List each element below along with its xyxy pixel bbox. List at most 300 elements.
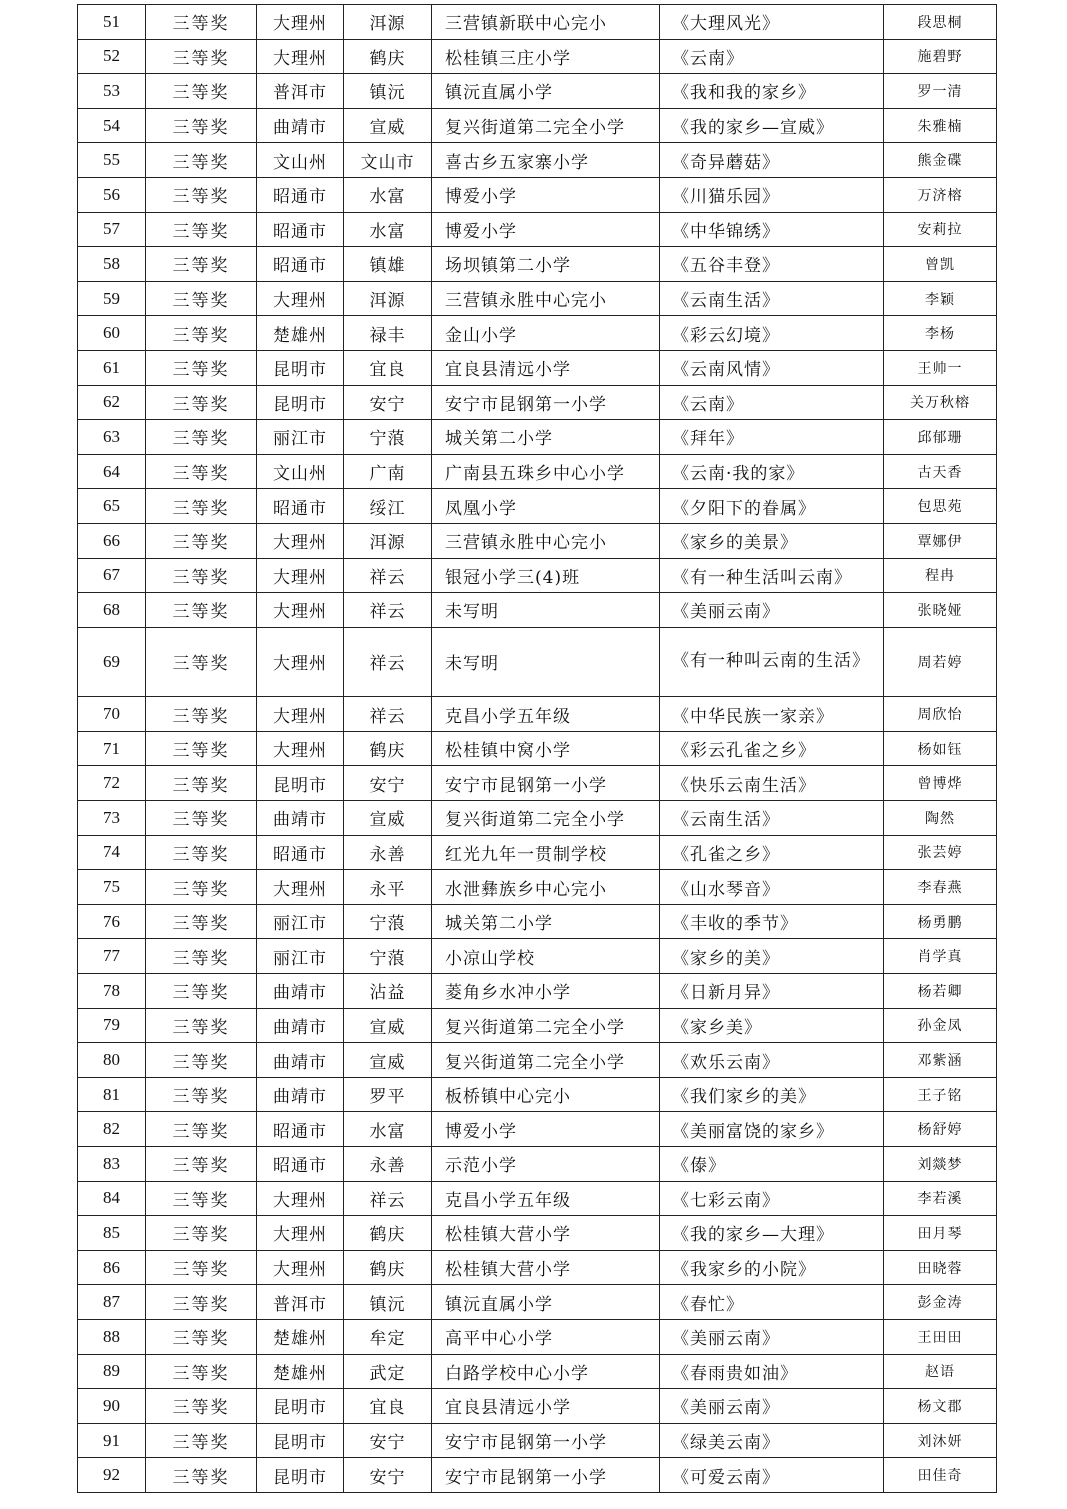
work-title-cell: 《我家乡的小院》 — [660, 1250, 884, 1285]
city-prefecture-cell: 昭通市 — [257, 489, 344, 524]
student-name-cell: 关万秋榕 — [884, 385, 997, 420]
award-level-cell: 三等奖 — [146, 1354, 257, 1389]
county-cell: 宁蒗 — [344, 420, 432, 455]
award-level-cell: 三等奖 — [146, 1319, 257, 1354]
entry-number-cell: 57 — [78, 212, 146, 247]
student-name-cell: 王田田 — [884, 1319, 997, 1354]
city-prefecture-cell: 昭通市 — [257, 212, 344, 247]
work-title-cell: 《彩云幻境》 — [660, 316, 884, 351]
student-name-cell: 李杨 — [884, 316, 997, 351]
work-title-cell: 《欢乐云南》 — [660, 1043, 884, 1078]
school-name-cell: 未写明 — [432, 627, 660, 697]
table-row — [78, 870, 997, 905]
award-level-cell: 三等奖 — [146, 316, 257, 351]
county-cell: 镇沅 — [344, 1285, 432, 1320]
school-name-cell: 金山小学 — [432, 316, 660, 351]
work-title-cell: 《日新月异》 — [660, 974, 884, 1009]
city-prefecture-cell: 昆明市 — [257, 1458, 344, 1493]
table-row — [78, 766, 997, 801]
school-name-cell: 博爱小学 — [432, 177, 660, 212]
entry-number-cell: 79 — [78, 1008, 146, 1043]
city-prefecture-cell: 普洱市 — [257, 74, 344, 109]
award-level-cell: 三等奖 — [146, 177, 257, 212]
school-name-cell: 高平中心小学 — [432, 1319, 660, 1354]
entry-number-cell: 92 — [78, 1458, 146, 1493]
city-prefecture-cell: 大理州 — [257, 281, 344, 316]
award-level-cell: 三等奖 — [146, 39, 257, 74]
table-row — [78, 1077, 997, 1112]
work-title-cell: 《大理风光》 — [660, 5, 884, 40]
county-cell: 永善 — [344, 835, 432, 870]
table-row — [78, 1043, 997, 1078]
city-prefecture-cell: 楚雄州 — [257, 316, 344, 351]
student-name-cell: 万济榕 — [884, 177, 997, 212]
award-level-cell: 三等奖 — [146, 1008, 257, 1043]
work-title-cell: 《云南》 — [660, 39, 884, 74]
school-name-cell: 三营镇永胜中心完小 — [432, 523, 660, 558]
award-level-cell: 三等奖 — [146, 766, 257, 801]
award-table — [77, 4, 997, 1493]
county-cell: 水富 — [344, 212, 432, 247]
student-name-cell: 古天香 — [884, 454, 997, 489]
student-name-cell: 熊金碟 — [884, 143, 997, 178]
county-cell: 宁蒗 — [344, 939, 432, 974]
work-title-cell: 《绿美云南》 — [660, 1423, 884, 1458]
entry-number-cell: 51 — [78, 5, 146, 40]
school-name-cell: 安宁市昆钢第一小学 — [432, 766, 660, 801]
entry-number-cell: 73 — [78, 801, 146, 836]
work-title-cell: 《傣》 — [660, 1147, 884, 1182]
work-title-cell: 《春忙》 — [660, 1285, 884, 1320]
work-title-cell: 《奇异蘑菇》 — [660, 143, 884, 178]
county-cell: 祥云 — [344, 697, 432, 732]
city-prefecture-cell: 昆明市 — [257, 1389, 344, 1424]
county-cell: 镇雄 — [344, 247, 432, 282]
work-title-cell: 《我的家乡—大理》 — [660, 1216, 884, 1251]
award-level-cell: 三等奖 — [146, 801, 257, 836]
school-name-cell: 红光九年一贯制学校 — [432, 835, 660, 870]
county-cell: 洱源 — [344, 281, 432, 316]
award-level-cell: 三等奖 — [146, 247, 257, 282]
entry-number-cell: 89 — [78, 1354, 146, 1389]
student-name-cell: 曾凯 — [884, 247, 997, 282]
award-level-cell: 三等奖 — [146, 108, 257, 143]
entry-number-cell: 59 — [78, 281, 146, 316]
award-level-cell: 三等奖 — [146, 1389, 257, 1424]
county-cell: 鹤庆 — [344, 731, 432, 766]
school-name-cell: 复兴街道第二完全小学 — [432, 1008, 660, 1043]
school-name-cell: 宜良县清远小学 — [432, 350, 660, 385]
table-row — [78, 939, 997, 974]
table-row — [78, 489, 997, 524]
student-name-cell: 杨勇鹏 — [884, 904, 997, 939]
table-row — [78, 627, 997, 697]
student-name-cell: 朱雅楠 — [884, 108, 997, 143]
award-level-cell: 三等奖 — [146, 1458, 257, 1493]
table-row — [78, 593, 997, 628]
award-level-cell: 三等奖 — [146, 731, 257, 766]
city-prefecture-cell: 昭通市 — [257, 1112, 344, 1147]
city-prefecture-cell: 大理州 — [257, 523, 344, 558]
award-level-cell: 三等奖 — [146, 74, 257, 109]
entry-number-cell: 60 — [78, 316, 146, 351]
work-title-cell: 《有一种叫云南的生活》 — [660, 627, 884, 697]
table-row — [78, 350, 997, 385]
work-title-cell: 《有一种生活叫云南》 — [660, 558, 884, 593]
school-name-cell: 安宁市昆钢第一小学 — [432, 1423, 660, 1458]
student-name-cell: 王帅一 — [884, 350, 997, 385]
county-cell: 鹤庆 — [344, 1216, 432, 1251]
entry-number-cell: 64 — [78, 454, 146, 489]
entry-number-cell: 70 — [78, 697, 146, 732]
city-prefecture-cell: 丽江市 — [257, 939, 344, 974]
table-row — [78, 1458, 997, 1493]
school-name-cell: 宜良县清远小学 — [432, 1389, 660, 1424]
school-name-cell: 城关第二小学 — [432, 904, 660, 939]
entry-number-cell: 74 — [78, 835, 146, 870]
student-name-cell: 田月琴 — [884, 1216, 997, 1251]
award-level-cell: 三等奖 — [146, 939, 257, 974]
entry-number-cell: 72 — [78, 766, 146, 801]
work-title-cell: 《孔雀之乡》 — [660, 835, 884, 870]
school-name-cell: 松桂镇大营小学 — [432, 1250, 660, 1285]
county-cell: 安宁 — [344, 385, 432, 420]
work-title-cell: 《中华锦绣》 — [660, 212, 884, 247]
work-title-cell: 《美丽云南》 — [660, 593, 884, 628]
student-name-cell: 杨文郡 — [884, 1389, 997, 1424]
table-row — [78, 281, 997, 316]
student-name-cell: 邓紫涵 — [884, 1043, 997, 1078]
award-level-cell: 三等奖 — [146, 420, 257, 455]
table-row — [78, 1389, 997, 1424]
county-cell: 安宁 — [344, 1423, 432, 1458]
city-prefecture-cell: 丽江市 — [257, 904, 344, 939]
school-name-cell: 菱角乡水冲小学 — [432, 974, 660, 1009]
table-row — [78, 74, 997, 109]
county-cell: 沾益 — [344, 974, 432, 1009]
entry-number-cell: 84 — [78, 1181, 146, 1216]
table-row — [78, 697, 997, 732]
award-level-cell: 三等奖 — [146, 1077, 257, 1112]
student-name-cell: 安莉拉 — [884, 212, 997, 247]
city-prefecture-cell: 昆明市 — [257, 1423, 344, 1458]
city-prefecture-cell: 普洱市 — [257, 1285, 344, 1320]
award-level-cell: 三等奖 — [146, 1147, 257, 1182]
entry-number-cell: 54 — [78, 108, 146, 143]
entry-number-cell: 62 — [78, 385, 146, 420]
student-name-cell: 张晓娅 — [884, 593, 997, 628]
award-level-cell: 三等奖 — [146, 1043, 257, 1078]
school-name-cell: 松桂镇大营小学 — [432, 1216, 660, 1251]
city-prefecture-cell: 丽江市 — [257, 420, 344, 455]
work-title-cell: 《美丽云南》 — [660, 1319, 884, 1354]
entry-number-cell: 83 — [78, 1147, 146, 1182]
award-level-cell: 三等奖 — [146, 212, 257, 247]
work-title-cell: 《快乐云南生活》 — [660, 766, 884, 801]
work-title-cell: 《山水琴音》 — [660, 870, 884, 905]
county-cell: 宣威 — [344, 1008, 432, 1043]
county-cell: 绥江 — [344, 489, 432, 524]
city-prefecture-cell: 大理州 — [257, 870, 344, 905]
entry-number-cell: 80 — [78, 1043, 146, 1078]
student-name-cell: 刘燚梦 — [884, 1147, 997, 1182]
school-name-cell: 喜古乡五家寨小学 — [432, 143, 660, 178]
city-prefecture-cell: 楚雄州 — [257, 1319, 344, 1354]
table-row — [78, 1354, 997, 1389]
county-cell: 祥云 — [344, 627, 432, 697]
table-row — [78, 454, 997, 489]
county-cell: 宁蒗 — [344, 904, 432, 939]
table-row — [78, 108, 997, 143]
school-name-cell: 白路学校中心小学 — [432, 1354, 660, 1389]
entry-number-cell: 71 — [78, 731, 146, 766]
county-cell: 永平 — [344, 870, 432, 905]
student-name-cell: 王子铭 — [884, 1077, 997, 1112]
county-cell: 宣威 — [344, 108, 432, 143]
city-prefecture-cell: 大理州 — [257, 1216, 344, 1251]
table-row — [78, 143, 997, 178]
student-name-cell: 田晓蓉 — [884, 1250, 997, 1285]
school-name-cell: 示范小学 — [432, 1147, 660, 1182]
city-prefecture-cell: 昭通市 — [257, 1147, 344, 1182]
school-name-cell: 凤凰小学 — [432, 489, 660, 524]
work-title-cell: 《云南生活》 — [660, 281, 884, 316]
table-row — [78, 731, 997, 766]
table-row — [78, 212, 997, 247]
table-row — [78, 1216, 997, 1251]
entry-number-cell: 76 — [78, 904, 146, 939]
work-title-cell: 《云南生活》 — [660, 801, 884, 836]
work-title-cell: 《云南》 — [660, 385, 884, 420]
city-prefecture-cell: 曲靖市 — [257, 1043, 344, 1078]
entry-number-cell: 55 — [78, 143, 146, 178]
county-cell: 永善 — [344, 1147, 432, 1182]
entry-number-cell: 88 — [78, 1319, 146, 1354]
student-name-cell: 段思桐 — [884, 5, 997, 40]
entry-number-cell: 77 — [78, 939, 146, 974]
county-cell: 洱源 — [344, 523, 432, 558]
award-level-cell: 三等奖 — [146, 1423, 257, 1458]
city-prefecture-cell: 昭通市 — [257, 247, 344, 282]
city-prefecture-cell: 大理州 — [257, 593, 344, 628]
student-name-cell: 李春燕 — [884, 870, 997, 905]
work-title-cell: 《拜年》 — [660, 420, 884, 455]
award-level-cell: 三等奖 — [146, 1112, 257, 1147]
table-row — [78, 835, 997, 870]
table-row — [78, 974, 997, 1009]
city-prefecture-cell: 楚雄州 — [257, 1354, 344, 1389]
work-title-cell: 《家乡美》 — [660, 1008, 884, 1043]
work-title-cell: 《丰收的季节》 — [660, 904, 884, 939]
city-prefecture-cell: 大理州 — [257, 697, 344, 732]
table-row — [78, 523, 997, 558]
award-level-cell: 三等奖 — [146, 593, 257, 628]
award-level-cell: 三等奖 — [146, 454, 257, 489]
county-cell: 广南 — [344, 454, 432, 489]
city-prefecture-cell: 大理州 — [257, 1250, 344, 1285]
table-row — [78, 904, 997, 939]
city-prefecture-cell: 大理州 — [257, 627, 344, 697]
city-prefecture-cell: 大理州 — [257, 1181, 344, 1216]
school-name-cell: 未写明 — [432, 593, 660, 628]
entry-number-cell: 66 — [78, 523, 146, 558]
city-prefecture-cell: 文山州 — [257, 454, 344, 489]
entry-number-cell: 67 — [78, 558, 146, 593]
entry-number-cell: 82 — [78, 1112, 146, 1147]
city-prefecture-cell: 曲靖市 — [257, 1008, 344, 1043]
city-prefecture-cell: 文山州 — [257, 143, 344, 178]
work-title-cell: 《家乡的美景》 — [660, 523, 884, 558]
city-prefecture-cell: 大理州 — [257, 558, 344, 593]
award-level-cell: 三等奖 — [146, 697, 257, 732]
table-row — [78, 1147, 997, 1182]
city-prefecture-cell: 曲靖市 — [257, 108, 344, 143]
county-cell: 洱源 — [344, 5, 432, 40]
entry-number-cell: 90 — [78, 1389, 146, 1424]
school-name-cell: 克昌小学五年级 — [432, 1181, 660, 1216]
county-cell: 鹤庆 — [344, 1250, 432, 1285]
award-level-cell: 三等奖 — [146, 281, 257, 316]
county-cell: 水富 — [344, 1112, 432, 1147]
student-name-cell: 杨舒婷 — [884, 1112, 997, 1147]
entry-number-cell: 58 — [78, 247, 146, 282]
table-row — [78, 39, 997, 74]
county-cell: 宜良 — [344, 350, 432, 385]
work-title-cell: 《五谷丰登》 — [660, 247, 884, 282]
award-level-cell: 三等奖 — [146, 974, 257, 1009]
city-prefecture-cell: 曲靖市 — [257, 1077, 344, 1112]
school-name-cell: 场坝镇第二小学 — [432, 247, 660, 282]
table-row — [78, 1181, 997, 1216]
award-level-cell: 三等奖 — [146, 1250, 257, 1285]
school-name-cell: 城关第二小学 — [432, 420, 660, 455]
student-name-cell: 陶然 — [884, 801, 997, 836]
student-name-cell: 覃娜伊 — [884, 523, 997, 558]
award-level-cell: 三等奖 — [146, 1216, 257, 1251]
county-cell: 安宁 — [344, 766, 432, 801]
city-prefecture-cell: 昆明市 — [257, 350, 344, 385]
work-title-cell: 《川猫乐园》 — [660, 177, 884, 212]
table-row — [78, 1112, 997, 1147]
award-level-cell: 三等奖 — [146, 558, 257, 593]
award-level-cell: 三等奖 — [146, 627, 257, 697]
student-name-cell: 彭金涛 — [884, 1285, 997, 1320]
work-title-cell: 《可爱云南》 — [660, 1458, 884, 1493]
student-name-cell: 李颖 — [884, 281, 997, 316]
award-level-cell: 三等奖 — [146, 904, 257, 939]
student-name-cell: 邱郁珊 — [884, 420, 997, 455]
county-cell: 禄丰 — [344, 316, 432, 351]
school-name-cell: 博爱小学 — [432, 212, 660, 247]
school-name-cell: 广南县五珠乡中心小学 — [432, 454, 660, 489]
school-name-cell: 松桂镇中窝小学 — [432, 731, 660, 766]
work-title-cell: 《云南·我的家》 — [660, 454, 884, 489]
county-cell: 文山市 — [344, 143, 432, 178]
city-prefecture-cell: 曲靖市 — [257, 801, 344, 836]
school-name-cell: 三营镇永胜中心完小 — [432, 281, 660, 316]
work-title-cell: 《美丽富饶的家乡》 — [660, 1112, 884, 1147]
entry-number-cell: 56 — [78, 177, 146, 212]
county-cell: 镇沅 — [344, 74, 432, 109]
award-level-cell: 三等奖 — [146, 1285, 257, 1320]
county-cell: 罗平 — [344, 1077, 432, 1112]
entry-number-cell: 91 — [78, 1423, 146, 1458]
entry-number-cell: 61 — [78, 350, 146, 385]
county-cell: 武定 — [344, 1354, 432, 1389]
work-title-cell: 《七彩云南》 — [660, 1181, 884, 1216]
work-title-cell: 《我的家乡—宣威》 — [660, 108, 884, 143]
city-prefecture-cell: 曲靖市 — [257, 974, 344, 1009]
county-cell: 安宁 — [344, 1458, 432, 1493]
school-name-cell: 水泄彝族乡中心完小 — [432, 870, 660, 905]
award-level-cell: 三等奖 — [146, 489, 257, 524]
student-name-cell: 程冉 — [884, 558, 997, 593]
entry-number-cell: 78 — [78, 974, 146, 1009]
school-name-cell: 克昌小学五年级 — [432, 697, 660, 732]
student-name-cell: 刘沐妍 — [884, 1423, 997, 1458]
school-name-cell: 三营镇新联中心完小 — [432, 5, 660, 40]
county-cell: 水富 — [344, 177, 432, 212]
table-row — [78, 177, 997, 212]
school-name-cell: 复兴街道第二完全小学 — [432, 108, 660, 143]
work-title-cell: 《中华民族一家亲》 — [660, 697, 884, 732]
table-row — [78, 801, 997, 836]
student-name-cell: 赵语 — [884, 1354, 997, 1389]
entry-number-cell: 68 — [78, 593, 146, 628]
student-name-cell: 周若婷 — [884, 627, 997, 697]
table-row — [78, 1008, 997, 1043]
school-name-cell: 镇沅直属小学 — [432, 1285, 660, 1320]
student-name-cell: 周欣怡 — [884, 697, 997, 732]
entry-number-cell: 52 — [78, 39, 146, 74]
work-title-cell: 《我和我的家乡》 — [660, 74, 884, 109]
school-name-cell: 安宁市昆钢第一小学 — [432, 385, 660, 420]
table-row — [78, 5, 997, 40]
school-name-cell: 银冠小学三(4)班 — [432, 558, 660, 593]
award-level-cell: 三等奖 — [146, 350, 257, 385]
city-prefecture-cell: 昭通市 — [257, 177, 344, 212]
work-title-cell: 《我们家乡的美》 — [660, 1077, 884, 1112]
county-cell: 宜良 — [344, 1389, 432, 1424]
table-row — [78, 558, 997, 593]
work-title-cell: 《家乡的美》 — [660, 939, 884, 974]
award-level-cell: 三等奖 — [146, 1181, 257, 1216]
city-prefecture-cell: 昆明市 — [257, 385, 344, 420]
table-row — [78, 1285, 997, 1320]
student-name-cell: 施碧野 — [884, 39, 997, 74]
entry-number-cell: 69 — [78, 627, 146, 697]
entry-number-cell: 85 — [78, 1216, 146, 1251]
school-name-cell: 板桥镇中心完小 — [432, 1077, 660, 1112]
work-title-cell: 《春雨贵如油》 — [660, 1354, 884, 1389]
city-prefecture-cell: 昆明市 — [257, 766, 344, 801]
student-name-cell: 张芸婷 — [884, 835, 997, 870]
county-cell: 鹤庆 — [344, 39, 432, 74]
entry-number-cell: 63 — [78, 420, 146, 455]
table-row — [78, 1319, 997, 1354]
city-prefecture-cell: 昭通市 — [257, 835, 344, 870]
table-row — [78, 385, 997, 420]
award-level-cell: 三等奖 — [146, 523, 257, 558]
school-name-cell: 复兴街道第二完全小学 — [432, 1043, 660, 1078]
county-cell: 祥云 — [344, 1181, 432, 1216]
school-name-cell: 松桂镇三庄小学 — [432, 39, 660, 74]
award-table-body — [78, 5, 997, 1493]
school-name-cell: 小凉山学校 — [432, 939, 660, 974]
entry-number-cell: 86 — [78, 1250, 146, 1285]
table-row — [78, 247, 997, 282]
student-name-cell: 杨若卿 — [884, 974, 997, 1009]
